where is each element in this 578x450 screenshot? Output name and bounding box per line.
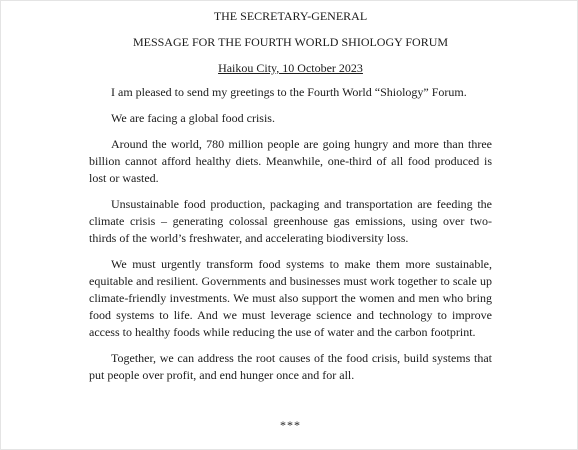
paragraph-greeting: I am pleased to send my greetings to the Fourth World “Shiology” Forum. <box>111 85 467 99</box>
paragraph-transform: We must urgently transform food systems to make them more sustainable, equitable and resilient. Governments and businesses must work together to scale up climate-friendly investments. We must also support the women and men who bring food systems to life. And we must leverage science and technology to improve access to healthy foods while reducing the use of water and the carbon footprint. <box>89 257 492 339</box>
paragraph-climate: Unsustainable food production, packaging and transportation are feeding the climate crisis – generating colossal greenhouse gas emissions, using over two-thirds of the world’s freshwater, and accelerating biodiversity loss. <box>89 197 492 245</box>
message-title: MESSAGE FOR THE FOURTH WORLD SHIOLOGY FORUM <box>132 35 449 49</box>
paragraph-hunger: Around the world, 780 million people are going hungry and more than three billion cannot afford healthy diets. Meanwhile, one-third of all food produced is lost or wasted. <box>89 137 492 185</box>
paragraph-together: Together, we can address the root causes of the food crisis, build systems that put people over profit, and end hunger once and for all. <box>89 351 492 382</box>
dateline: Haikou City, 10 October 2023 <box>218 61 363 75</box>
header-secretary-general: THE SECRETARY-GENERAL <box>213 9 368 23</box>
paragraph-crisis: We are facing a global food crisis. <box>111 111 275 125</box>
end-mark: *** <box>280 418 301 432</box>
document-body <box>89 8 492 446</box>
